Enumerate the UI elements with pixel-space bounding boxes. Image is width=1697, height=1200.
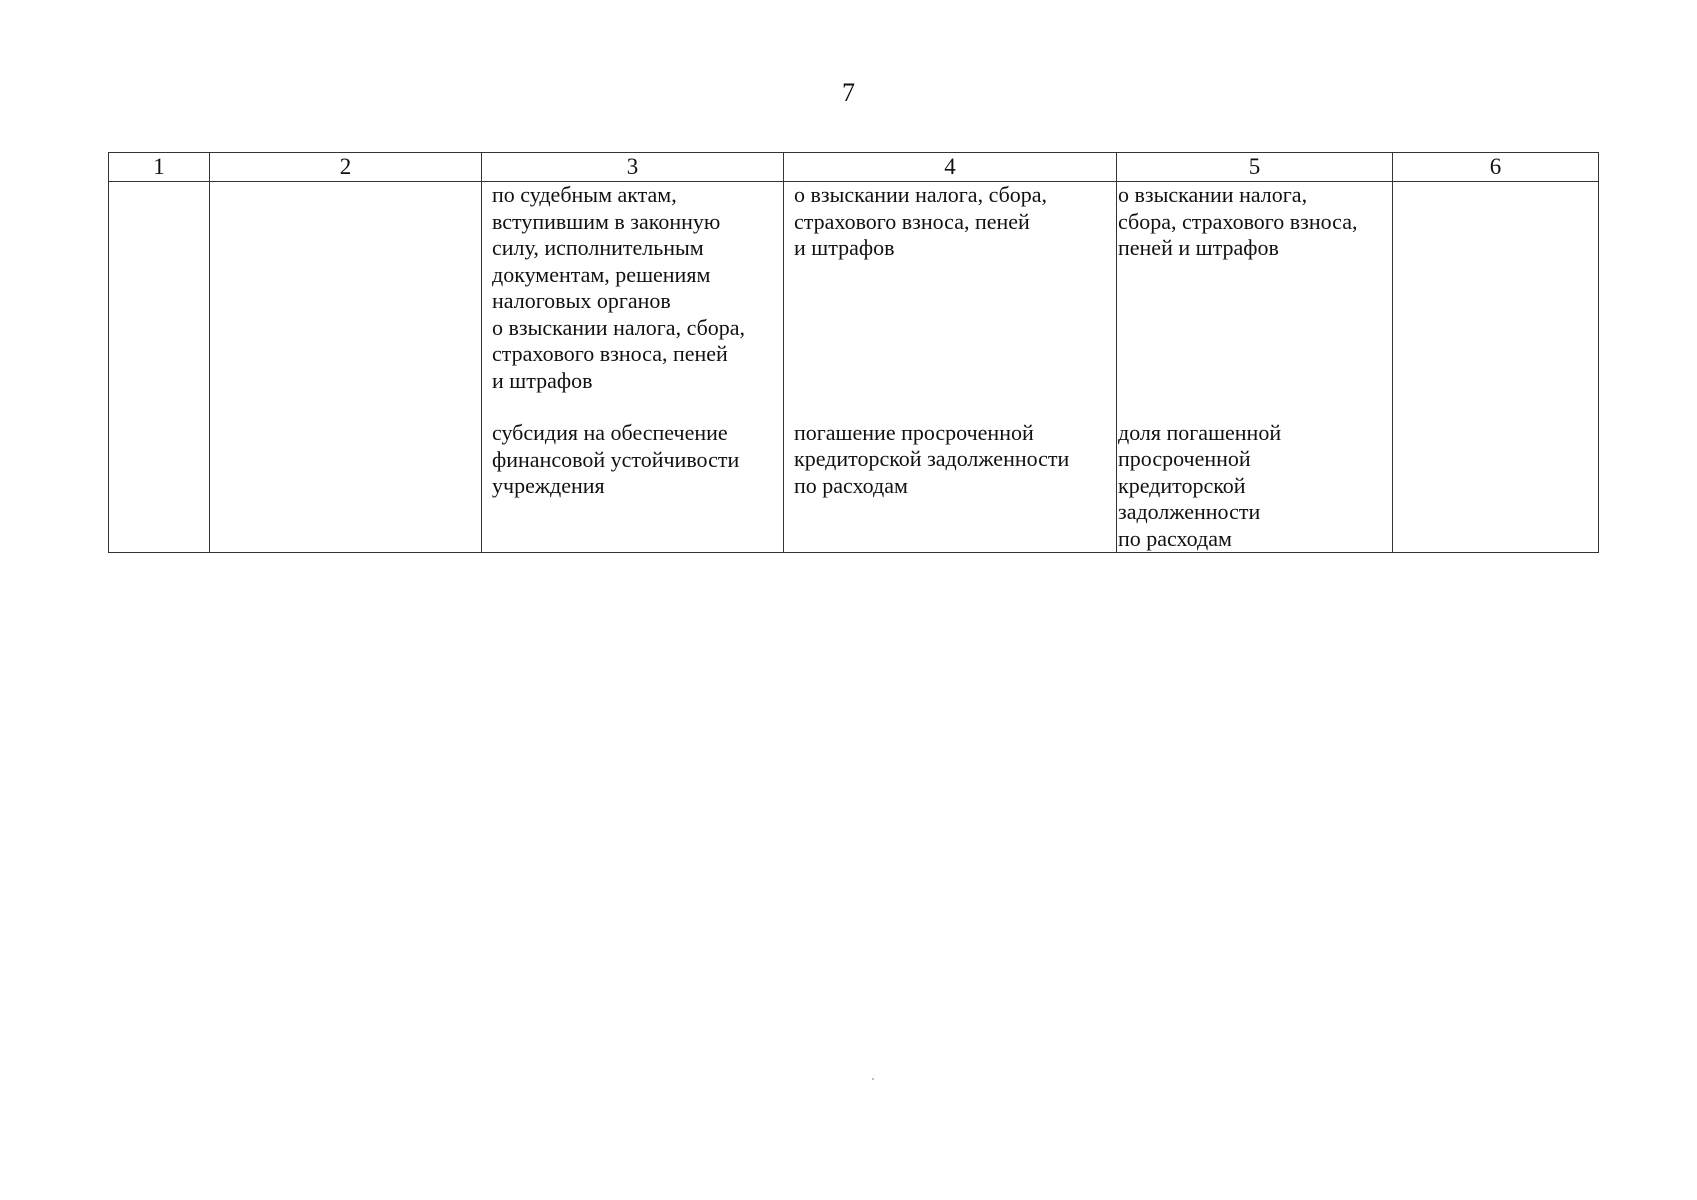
page-number: 7 (842, 78, 855, 107)
cell-5-share-text: доля погашенной просроченной кредиторской задолженности по расходам (1118, 419, 1282, 551)
cell-4-collection-text: о взыскании налога, сбора, страхового взноса, пеней и штрафов (794, 182, 1048, 260)
column-header-6: 6 (1393, 153, 1599, 182)
cell-col-4 (784, 182, 1117, 553)
cell-col-2 (210, 182, 482, 553)
column-header-2: 2 (210, 153, 482, 182)
cell-5-spacer (1117, 262, 1392, 420)
cell-4-repayment-text: погашение просроченной кредиторской задолженности по расходам (794, 419, 1070, 498)
table-header-row (109, 153, 1599, 182)
cell-3-spacer (482, 394, 783, 420)
scan-artifact (872, 1078, 874, 1080)
cell-4-spacer (784, 262, 1116, 420)
document-table (108, 152, 1599, 553)
column-header-4: 4 (784, 153, 1117, 182)
cell-3-grounds-text: по судебным актам, вступившим в законную силу, исполнительным документам, решениям налоговых органов о взыскании налога, сбора, страхового взноса, пеней и штрафов (492, 182, 746, 393)
cell-col-3 (482, 182, 784, 553)
table-row (109, 182, 1599, 553)
cell-col-5 (1117, 182, 1393, 553)
cell-3-subsidy-text: субсидия на обеспечение финансовой устойчивости учреждения (492, 420, 740, 498)
cell-5-collection-text: о взыскании налога, сбора, страхового взноса, пеней и штрафов (1118, 182, 1358, 260)
cell-col-6 (1393, 182, 1599, 553)
column-header-5: 5 (1117, 153, 1393, 182)
cell-col-1 (109, 182, 210, 553)
column-header-1: 1 (109, 153, 210, 182)
column-header-3: 3 (482, 153, 784, 182)
